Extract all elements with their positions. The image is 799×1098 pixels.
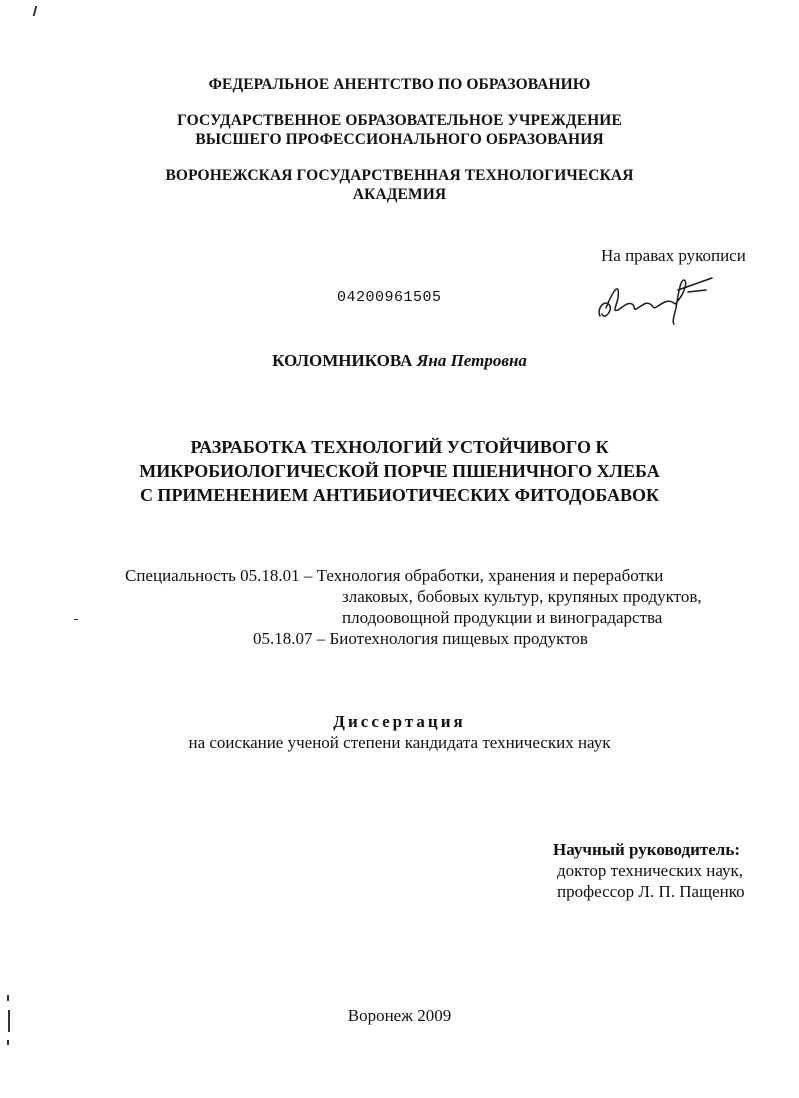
catalog-number: 04200961505 <box>337 289 442 306</box>
signature-image <box>592 268 722 328</box>
dissertation-title-line3: С ПРИМЕНЕНИЕМ АНТИБИОТИЧЕСКИХ ФИТОДОБАВОК <box>139 485 660 505</box>
work-type-heading: Диссертация <box>333 712 466 731</box>
scan-mark-top <box>33 6 38 16</box>
scan-mark-left-1 <box>7 995 9 1001</box>
institution-type-line2: ВЫСШЕГО ПРОФЕССИОНАЛЬНОГО ОБРАЗОВАНИЯ <box>195 131 604 148</box>
work-type-subtitle: на соискание ученой степени кандидата технических наук <box>188 733 611 752</box>
dissertation-title-line1: РАЗРАБОТКА ТЕХНОЛОГИЙ УСТОЙЧИВОГО К <box>190 437 609 457</box>
academy-name-line2: АКАДЕМИЯ <box>352 186 447 203</box>
specialty-line2: злаковых, бобовых культур, крупяных продуктов, <box>342 587 702 606</box>
specialty-line1: Специальность 05.18.01 – Технология обработки, хранения и переработки <box>125 566 664 585</box>
manuscript-rights-note: На правах рукописи <box>601 246 746 265</box>
author-given-names: Яна Петровна <box>416 351 527 370</box>
ministry-name: ФЕДЕРАЛЬНОЕ АНЕНТСТВО ПО ОБРАЗОВАНИЮ <box>208 76 591 93</box>
scan-mark-mid <box>74 619 78 620</box>
dissertation-title-line2: МИКРОБИОЛОГИЧЕСКОЙ ПОРЧЕ ПШЕНИЧНОГО ХЛЕБА <box>139 461 660 481</box>
author-name <box>0 351 799 371</box>
advisor-label: Научный руководитель: <box>553 840 740 859</box>
advisor-name: профессор Л. П. Пащенко <box>557 882 745 901</box>
specialty-line3: плодоовощной продукции и виноградарства <box>342 608 663 627</box>
specialty-line4: 05.18.07 – Биотехнология пищевых продуктов <box>253 629 588 648</box>
academy-name-line1: ВОРОНЕЖСКАЯ ГОСУДАРСТВЕННАЯ ТЕХНОЛОГИЧЕСКАЯ <box>165 167 634 184</box>
city-year: Воронеж 2009 <box>347 1006 452 1025</box>
advisor-degree: доктор технических наук, <box>557 861 744 880</box>
author-surname: КОЛОМНИКОВА <box>272 351 413 370</box>
scan-mark-left-3 <box>7 1040 9 1045</box>
institution-type-line1: ГОСУДАРСТВЕННОЕ ОБРАЗОВАТЕЛЬНОЕ УЧРЕЖДЕНИЕ <box>177 112 622 129</box>
